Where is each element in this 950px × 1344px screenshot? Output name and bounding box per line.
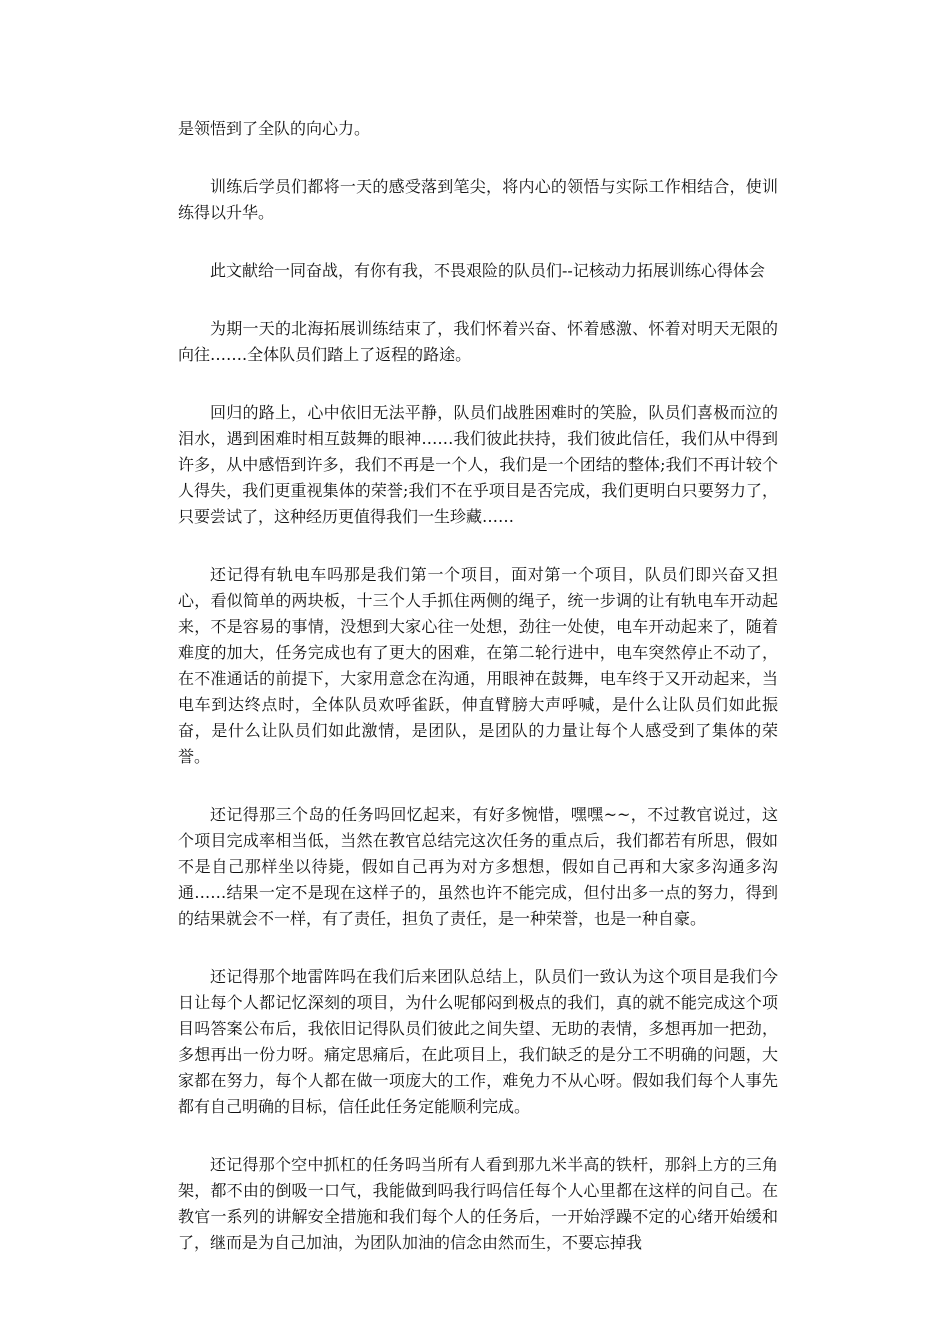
- document-body: [178, 116, 778, 1288]
- paragraph: 是领悟到了全队的向心力。: [178, 119, 371, 138]
- paragraph: 回归的路上，心中依旧无法平静，队员们战胜困难时的笑脸，队员们喜极而泣的泪水，遇到困难时相互鼓舞的眼神……我们彼此扶持，我们彼此信任，我们从中得到许多，从中感悟到许多，我们不再是一个人，我们是一个团结的整体;我们不再计较个人得失，我们更重视集体的荣誉;我们不在乎项目是否完成，我们更明白只要努力了，只要尝试了，这种经历更值得我们一生珍藏……: [178, 403, 778, 526]
- paragraph: 训练后学员们都将一天的感受落到笔尖，将内心的领悟与实际工作相结合，使训练得以升华。: [178, 177, 778, 222]
- paragraph: 还记得那个空中抓杠的任务吗当所有人看到那九米半高的铁杆，那斜上方的三角架，都不由的倒吸一口气，我能做到吗我行吗信任每个人心里都在这样的问自己。在教官一系列的讲解安全措施和我们每个人的任务后，一开始浮躁不定的心绪开始缓和了，继而是为自己加油，为团队加油的信念由然而生，不要忘掉我: [178, 1155, 778, 1252]
- paragraph: 为期一天的北海拓展训练结束了，我们怀着兴奋、怀着感激、怀着对明天无限的向往…….全体队员们踏上了返程的路途。: [178, 319, 778, 364]
- paragraph: 此文献给一同奋战，有你有我，不畏艰险的队员们--记核动力拓展训练心得体会: [210, 261, 765, 280]
- paragraph: 还记得那三个岛的任务吗回忆起来，有好多惋惜，嘿嘿~~，不过教官说过，这个项目完成率相当低，当然在教官总结完这次任务的重点后，我们都若有所思，假如不是自己那样坐以待毙，假如自己再为对方多想想，假如自己再和大家多沟通多沟通……结果一定不是现在这样子的，虽然也许不能完成，但付出多一点的努力，得到的结果就会不一样，有了责任，担负了责任，是一种荣誉，也是一种自豪。: [178, 805, 778, 928]
- paragraph: 还记得有轨电车吗那是我们第一个项目，面对第一个项目，队员们即兴奋又担心，看似简单的两块板，十三个人手抓住两侧的绳子，统一步调的让有轨电车开动起来，不是容易的事情，没想到大家心往一处想，劲往一处使，电车开动起来了，随着难度的加大，任务完成也有了更大的困难，在第二轮行进中，电车突然停止不动了，在不准通话的前提下，大家用意念在沟通，用眼神在鼓舞，电车终于又开动起来，当电车到达终点时，全体队员欢呼雀跃，伸直臂膀大声呼喊，是什么让队员们如此振奋，是什么让队员们如此激情，是团队，是团队的力量让每个人感受到了集体的荣誉。: [178, 565, 778, 766]
- paragraph: 还记得那个地雷阵吗在我们后来团队总结上，队员们一致认为这个项目是我们今日让每个人都记忆深刻的项目，为什么呢郁闷到极点的我们，真的就不能完成这个项目吗答案公布后，我依旧记得队员们彼此之间失望、无助的表情，多想再加一把劲，多想再出一份力呀。痛定思痛后，在此项目上，我们缺乏的是分工不明确的问题，大家都在努力，每个人都在做一项庞大的工作，难免力不从心呀。假如我们每个人事先都有自己明确的目标，信任此任务定能顺利完成。: [178, 967, 778, 1116]
